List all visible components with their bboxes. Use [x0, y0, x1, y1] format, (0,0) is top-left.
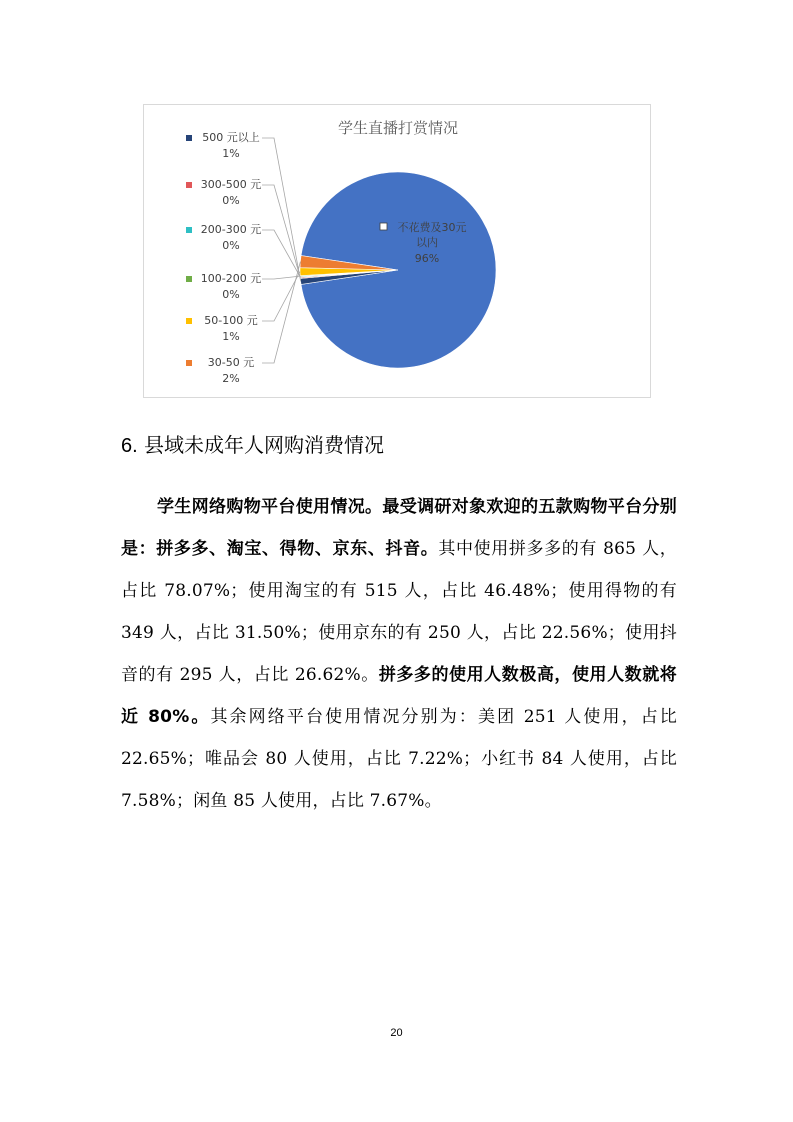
pie-chart-canvas	[144, 105, 652, 399]
pie-chart	[143, 104, 651, 398]
legend-key	[380, 223, 387, 230]
slice-label-text: 不花费及30元	[397, 221, 467, 234]
slice-label-text: 500 元以上	[202, 131, 260, 144]
slice-label-text: 300-500 元	[200, 178, 262, 191]
paragraph-bold-intro: 学生网络购物平台使用情况。最受调研对象欢迎的五款购物平台分别是：拼多多、淘宝、得物、京东、抖音。	[121, 497, 677, 559]
slice-percent: 0%	[222, 239, 240, 252]
slice-percent: 1%	[222, 330, 240, 343]
section-heading	[121, 430, 384, 461]
leader-line	[262, 185, 300, 278]
slice-label-text: 200-300 元	[200, 223, 262, 236]
legend-key	[186, 318, 192, 324]
slice-percent: 0%	[222, 288, 240, 301]
slice-label	[186, 272, 300, 301]
chart-title: 学生直播打赏情况	[337, 119, 459, 137]
slice-label-text: 30-50 元	[207, 356, 255, 369]
slice-label-text: 96%	[414, 252, 440, 265]
legend-key	[186, 182, 192, 188]
section-title: 县域未成年人网购消费情况	[144, 433, 385, 457]
legend-key	[186, 360, 192, 366]
legend-key	[186, 135, 192, 141]
section-number: 6.	[121, 435, 138, 457]
paragraph-other-platforms: 其余网络平台使用情况分别为：美团 251 人使用，占比 22.65%；唯品会 80 人使用，占比 7.22%；小红书 84 人使用，占比 7.58%；闲鱼 85 人使用，占比 7.67%。	[121, 707, 678, 811]
slice-percent: 2%	[222, 372, 240, 385]
slice-percent: 0%	[222, 194, 240, 207]
legend-key	[186, 276, 192, 282]
page-number: 20	[390, 1027, 403, 1039]
leader-line	[262, 230, 300, 277]
body-paragraph	[121, 486, 677, 822]
legend-key	[186, 227, 192, 233]
paragraph-stats: 其中使用拼多多的有 865 人，占比 78.07%；使用淘宝的有 515 人，占比 46.48%；使用得物的有 349 人，占比 31.50%；使用京东的有 250 人，占比 22.56%；使用抖音的有 295 人，占比 26.62%。	[121, 539, 677, 685]
slice-label	[186, 223, 300, 277]
paragraph-bold-highlight: 拼多多的使用人数极高，使用人数就将近 80%。	[121, 665, 677, 727]
slice-label-text: 以内	[416, 236, 438, 249]
slice-label-text: 100-200 元	[200, 272, 262, 285]
slice-label-text: 50-100 元	[204, 314, 258, 327]
slice-label	[186, 130, 301, 281]
slice-percent: 1%	[222, 147, 240, 160]
leader-line	[262, 276, 300, 279]
